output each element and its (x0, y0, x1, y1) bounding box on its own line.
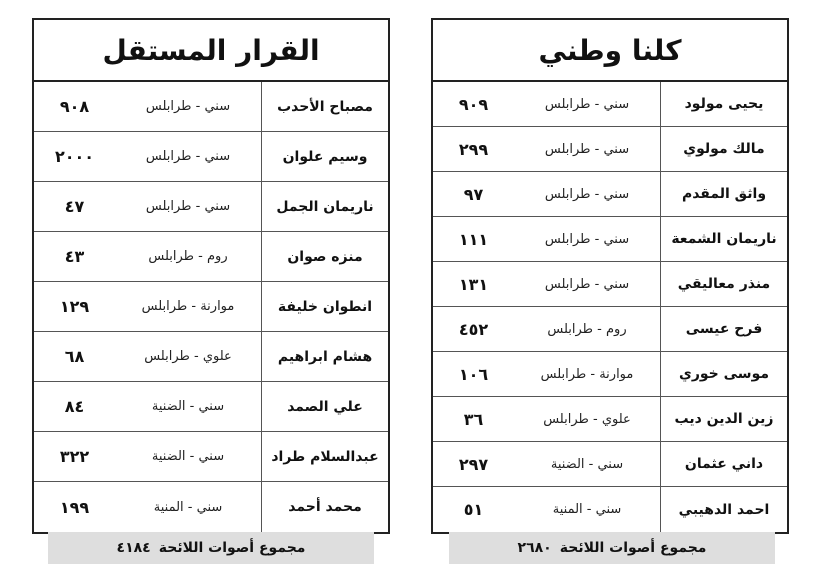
total-value: ٢٦٨٠ (517, 540, 552, 556)
candidate-name: واثق المقدم (660, 172, 787, 216)
list-total-bar (48, 532, 374, 564)
candidate-name: مالك مولوي (660, 127, 787, 171)
candidate-votes: ٩٠٨ (59, 97, 90, 116)
total-value: ٤١٨٤ (116, 540, 151, 556)
candidate-sect: سني - طرابلس (544, 231, 630, 247)
candidate-votes: ٤٥٢ (458, 319, 489, 339)
list-title: كلنا وطني (433, 20, 787, 82)
candidate-name: موسى خوري (660, 352, 787, 396)
candidate-votes: ٣٢٢ (59, 447, 90, 466)
list-kulluna-watani (431, 18, 789, 534)
candidate-name: مصباح الأحدب (261, 82, 388, 131)
candidate-name: علي الصمد (261, 382, 388, 431)
candidate-rows (433, 82, 787, 532)
candidate-votes: ٣٦ (463, 409, 484, 429)
candidate-votes: ١٢٩ (59, 297, 90, 316)
candidate-votes: ١٠٦ (458, 364, 489, 384)
candidate-row (34, 432, 388, 482)
candidate-row (34, 332, 388, 382)
candidate-row (433, 397, 787, 442)
candidate-votes: ٢٩٩ (458, 139, 489, 159)
candidate-sect: سني - الضنية (151, 449, 225, 464)
candidate-sect: علوي - طرابلس (543, 411, 631, 427)
candidate-rows (34, 82, 388, 532)
candidate-votes: ٢٠٠٠ (54, 147, 95, 166)
list-al-qarar-al-mustaqel (32, 18, 390, 534)
candidate-row (433, 487, 787, 532)
candidate-row (433, 352, 787, 397)
candidate-row (433, 82, 787, 127)
candidate-sect: سني - المنية (153, 499, 223, 515)
candidate-name: منذر معاليقي (660, 262, 787, 306)
candidate-sect: سني - طرابلس (145, 149, 231, 164)
list-total-bar (449, 532, 775, 564)
candidate-sect: علوي - طرابلس (144, 349, 232, 364)
candidate-votes: ٩٠٩ (458, 94, 489, 114)
candidate-sect: سني - الضنية (550, 456, 624, 472)
candidate-name: احمد الدهيبي (660, 487, 787, 532)
candidate-votes: ١١١ (458, 229, 489, 249)
candidate-sect: روم - طرابلس (547, 321, 627, 337)
candidate-sect: سني - طرابلس (145, 199, 231, 214)
candidate-row (433, 172, 787, 217)
candidate-name: محمد أحمد (261, 482, 388, 532)
candidate-row (433, 217, 787, 262)
list-title: القرار المستقل (34, 20, 388, 82)
candidate-sect: سني - طرابلس (544, 186, 630, 202)
candidate-votes: ٤٧ (64, 197, 85, 216)
candidate-name: فرح عيسى (660, 307, 787, 351)
candidate-name: منزه صوان (261, 232, 388, 281)
candidate-votes: ٩٧ (463, 184, 484, 204)
candidate-name: ناريمان الجمل (261, 182, 388, 231)
candidate-votes: ٥١ (463, 500, 484, 519)
candidate-row (433, 307, 787, 352)
candidate-sect: سني - طرابلس (544, 141, 630, 157)
candidate-row (34, 482, 388, 532)
total-label: مجموع أصوات اللائحة (158, 540, 306, 556)
candidate-sect: موارنة - طرابلس (141, 299, 235, 314)
total-label: مجموع أصوات اللائحة (559, 540, 707, 556)
candidate-sect: سني - المنية (552, 502, 622, 517)
candidate-row (34, 132, 388, 182)
candidate-row (433, 262, 787, 307)
candidate-sect: سني - الضنية (151, 399, 225, 414)
candidate-row (34, 82, 388, 132)
candidate-row (34, 282, 388, 332)
candidate-name: انطوان خليفة (261, 282, 388, 331)
candidate-votes: ١٣١ (458, 274, 489, 294)
candidate-row (34, 232, 388, 282)
candidate-name: ناريمان الشمعة (660, 217, 787, 261)
candidate-votes: ٢٩٧ (458, 454, 489, 474)
candidate-row (433, 442, 787, 487)
candidate-name: يحيى مولود (660, 82, 787, 126)
candidate-sect: سني - طرابلس (544, 276, 630, 292)
candidate-row (34, 182, 388, 232)
candidate-sect: سني - طرابلس (145, 99, 231, 114)
candidate-row (34, 382, 388, 432)
candidate-votes: ٦٨ (64, 347, 85, 366)
candidate-name: هشام ابراهيم (261, 332, 388, 381)
candidate-sect: موارنة - طرابلس (540, 366, 634, 382)
candidate-sect: سني - طرابلس (544, 96, 630, 112)
candidate-votes: ٨٤ (64, 397, 85, 416)
candidate-sect: روم - طرابلس (148, 249, 228, 264)
candidate-name: زين الدين ديب (660, 397, 787, 441)
candidate-votes: ٤٣ (64, 247, 85, 266)
candidate-votes: ١٩٩ (59, 497, 90, 517)
candidate-name: داني عثمان (660, 442, 787, 486)
candidate-name: عبدالسلام طراد (261, 432, 388, 481)
candidate-name: وسيم علوان (261, 132, 388, 181)
candidate-row (433, 127, 787, 172)
